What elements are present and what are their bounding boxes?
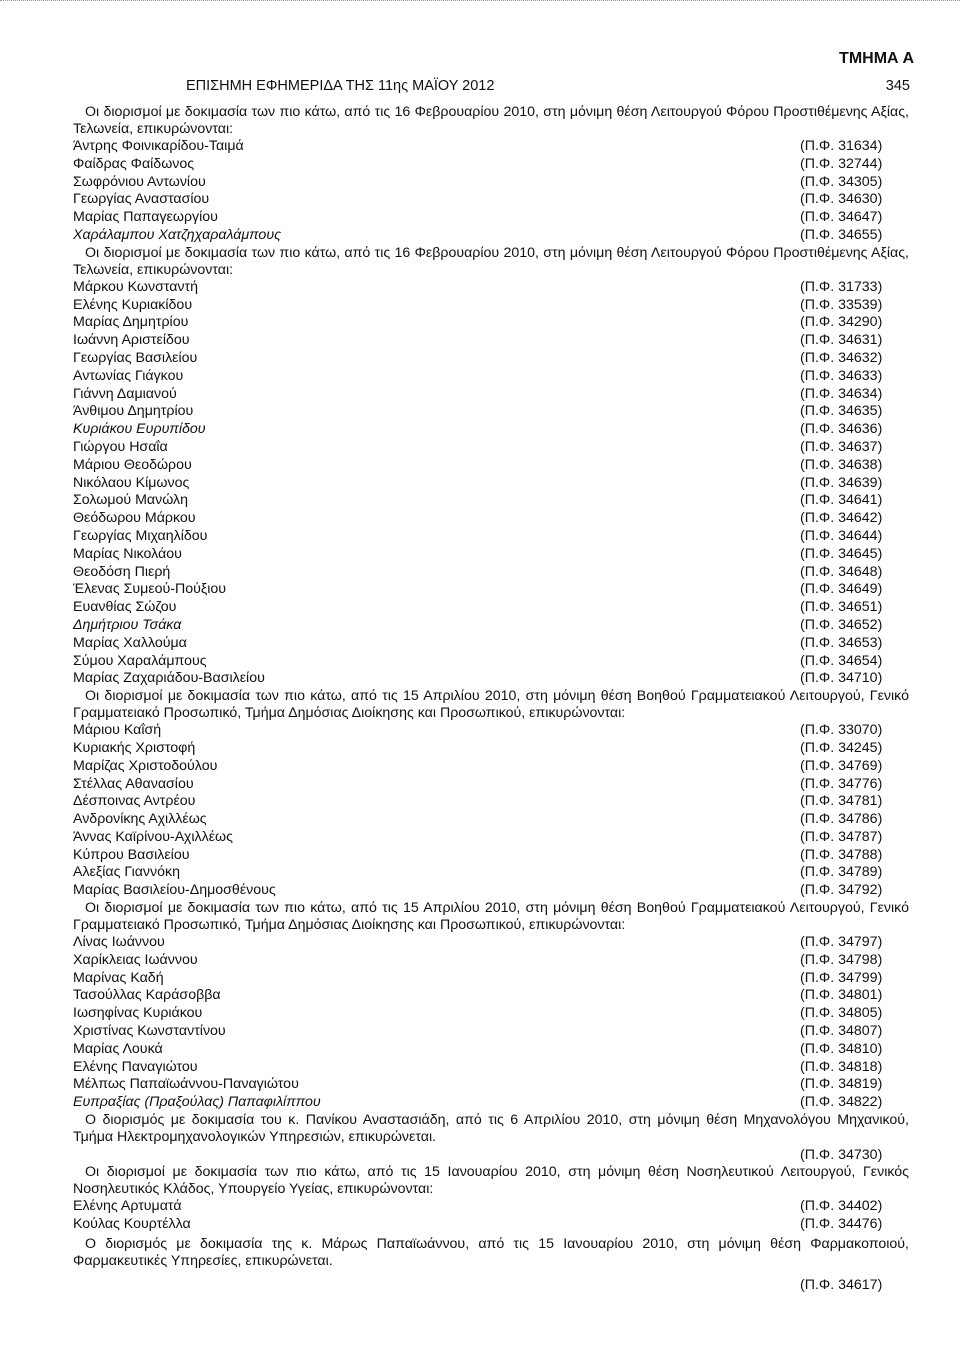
appointee-name: Γιάννη Δαμιανού bbox=[73, 385, 177, 402]
appointee-name: Γεωργίας Βασιλείου bbox=[73, 349, 198, 366]
single-appointment-2: Ο διορισμός με δοκιμασία της κ. Μάρως Παπαϊωάννου, από τις 15 Ιανουαρίου 2010, στη μόνιμη θέση Φαρμακοποιού, Φαρμακευτικές Υπηρεσίες, επικυρώνεται. bbox=[73, 1235, 909, 1269]
appointee-name: Λίνας Ιωάννου bbox=[73, 934, 165, 951]
personal-file-number: (Π.Φ. 34792) bbox=[800, 882, 883, 899]
appointee-row bbox=[73, 811, 909, 829]
appointee-name: Μαρίας Παπαγεωργίου bbox=[73, 209, 218, 226]
appointee-name: Θεόδωρου Μάρκου bbox=[73, 510, 196, 527]
appointee-row bbox=[73, 528, 909, 546]
appointee-row bbox=[73, 564, 909, 582]
appointee-row bbox=[73, 386, 909, 404]
personal-file-number: (Π.Φ. 34807) bbox=[800, 1023, 883, 1040]
appointee-row bbox=[73, 546, 909, 564]
single-appointment-1: Ο διορισμός με δοκιμασία του κ. Πανίκου Αναστασιάδη, από τις 6 Απριλίου 2010, στη μόνιμη θέση Μηχανολόγου Μηχανικού, Τμήμα Ηλεκτρομηχανολογικών Υπηρεσιών, επικυρώνεται. bbox=[73, 1112, 909, 1146]
appointee-name: Έλενας Συμεού-Πούξιου bbox=[73, 581, 227, 598]
personal-file-number: (Π.Φ. 34637) bbox=[800, 438, 883, 455]
appointee-row bbox=[73, 847, 909, 865]
personal-file-number: (Π.Φ. 34799) bbox=[800, 969, 883, 986]
appointee-row bbox=[73, 368, 909, 386]
appointee-name: Άνθιμου Δημητρίου bbox=[73, 403, 194, 420]
appointee-name: Μαρίας Ζαχαριάδου-Βασιλείου bbox=[73, 670, 265, 687]
appointee-row bbox=[73, 581, 909, 599]
appointee-row bbox=[73, 617, 909, 635]
appointee-row bbox=[73, 740, 909, 758]
appointee-row bbox=[73, 1041, 909, 1059]
personal-file-number: (Π.Φ. 34634) bbox=[800, 385, 883, 402]
appointee-name: Ιωσηφίνας Κυριάκου bbox=[73, 1005, 203, 1022]
personal-file-number: (Π.Φ. 34786) bbox=[800, 811, 883, 828]
page-header bbox=[0, 78, 960, 96]
appointee-name: Νικόλαου Κίμωνος bbox=[73, 474, 190, 491]
personal-file-number: (Π.Φ. 34798) bbox=[800, 951, 883, 968]
appointee-name: Μέλπως Παπαϊωάννου-Παναγιώτου bbox=[73, 1076, 299, 1093]
appointee-row bbox=[73, 492, 909, 510]
appointee-row bbox=[73, 670, 909, 688]
appointee-name: Σολωμού Μανώλη bbox=[73, 492, 189, 509]
appointee-row bbox=[73, 279, 909, 297]
appointee-row bbox=[73, 191, 909, 209]
personal-file-number: (Π.Φ. 34617) bbox=[800, 1276, 883, 1293]
appointee-row bbox=[73, 439, 909, 457]
personal-file-number: (Π.Φ. 34810) bbox=[800, 1040, 883, 1057]
personal-file-number: (Π.Φ. 34402) bbox=[800, 1198, 883, 1215]
personal-file-number: (Π.Φ. 34630) bbox=[800, 191, 883, 208]
appointee-row bbox=[73, 421, 909, 439]
appointee-row bbox=[73, 227, 909, 245]
appointee-name: Ιωάννη Αριστείδου bbox=[73, 332, 190, 349]
appointee-name: Κυριακής Χριστοφή bbox=[73, 739, 196, 756]
personal-file-number: (Π.Φ. 34631) bbox=[800, 332, 883, 349]
appointee-name: Ελένης Παναγιώτου bbox=[73, 1058, 198, 1075]
appointee-name: Θεοδόση Πιερή bbox=[73, 563, 171, 580]
appointee-name: Άντρης Φοινικαρίδου-Ταιμά bbox=[73, 138, 244, 154]
appointee-name: Κύπρου Βασιλείου bbox=[73, 846, 190, 863]
document-body bbox=[73, 104, 909, 1294]
appointee-name: Μάρκου Κωνσταντή bbox=[73, 278, 199, 295]
appointee-name: Μαρίας Νικολάου bbox=[73, 545, 182, 562]
appointee-name: Ευπραξίας (Πραξούλας) Παπαφιλίππου bbox=[73, 1094, 321, 1111]
personal-file-number: (Π.Φ. 33070) bbox=[800, 722, 883, 739]
appointee-name: Γεωργίας Μιχαηλίδου bbox=[73, 527, 208, 544]
personal-file-number: (Π.Φ. 34632) bbox=[800, 349, 883, 366]
block-intro: Οι διορισμοί με δοκιμασία των πιο κάτω, από τις 15 Απριλίου 2010, στη μόνιμη θέση Βοηθού Γραμματειακού Λειτουργού, Γενικό Γραμματειακό Προσωπικό, Τμήμα Δημόσιας Διοίκησης και Προσωπικού, επικυρώνονται: bbox=[73, 688, 909, 722]
personal-file-number: (Π.Φ. 34801) bbox=[800, 987, 883, 1004]
block-5-intro: Οι διορισμοί με δοκιμασία των πιο κάτω, από τις 15 Ιανουαρίου 2010, στη μόνιμη θέση Νοσηλευτικού Λειτουργού, Γενικός Νοσηλευτικός Κλάδος, Υπουργείο Υγείας, επικυρώνονται: bbox=[73, 1164, 909, 1198]
appointee-row bbox=[73, 297, 909, 315]
appointee-row bbox=[73, 138, 909, 156]
appointee-row bbox=[73, 653, 909, 671]
personal-file-number: (Π.Φ. 34788) bbox=[800, 846, 883, 863]
appointee-row bbox=[73, 934, 909, 952]
appointee-name: Μαρίνας Καδή bbox=[73, 969, 164, 986]
appointee-name: Δέσποινας Αντρέου bbox=[73, 793, 196, 810]
appointee-row bbox=[73, 209, 909, 227]
appointee-name: Μαρίζας Χριστοδούλου bbox=[73, 757, 218, 774]
appointee-name: Τασούλλας Καράσοββα bbox=[73, 987, 221, 1004]
personal-file-number: (Π.Φ. 34710) bbox=[800, 670, 883, 687]
personal-file-number: (Π.Φ. 33539) bbox=[800, 296, 883, 313]
personal-file-number: (Π.Φ. 34818) bbox=[800, 1058, 883, 1075]
appointee-name: Κούλας Κουρτέλλα bbox=[73, 1215, 191, 1232]
personal-file-number: (Π.Φ. 32744) bbox=[800, 155, 883, 172]
personal-file-number: (Π.Φ. 34638) bbox=[800, 456, 883, 473]
block-intro: Οι διορισμοί με δοκιμασία των πιο κάτω, από τις 16 Φεβρουαρίου 2010, στη μόνιμη θέση Λειτουργού Φόρου Προστιθέμενης Αξίας, Τελωνεία, επικυρώνονται: bbox=[73, 244, 909, 278]
section-label: ΤΜΗΜΑ Α bbox=[839, 50, 914, 67]
personal-file-number: (Π.Φ. 34789) bbox=[800, 864, 883, 881]
appointment-blocks bbox=[73, 104, 909, 1112]
appointee-name: Σύμου Χαραλάμπους bbox=[73, 652, 207, 669]
appointee-row bbox=[73, 314, 909, 332]
appointee-row bbox=[73, 156, 909, 174]
personal-file-number: (Π.Φ. 34636) bbox=[800, 421, 883, 438]
scan-edge bbox=[0, 0, 960, 9]
appointee-name: Σωφρόνιου Αντωνίου bbox=[73, 173, 206, 190]
personal-file-number: (Π.Φ. 34649) bbox=[800, 581, 883, 598]
appointee-row bbox=[73, 987, 909, 1005]
appointee-name: Μαρίας Λουκά bbox=[73, 1040, 163, 1057]
block-intro: Οι διορισμοί με δοκιμασία των πιο κάτω, από τις 15 Απριλίου 2010, στη μόνιμη θέση Βοηθού Γραμματειακού Λειτουργού, Γενικό Γραμματειακό Προσωπικό, Τμήμα Δημόσιας Διοίκησης και Προσωπικού, επικυρώνονται: bbox=[73, 900, 909, 934]
appointee-row bbox=[73, 510, 909, 528]
appointee-name: Μάριου Καΐσή bbox=[73, 722, 162, 739]
appointee-name: Ελένης Κυριακίδου bbox=[73, 296, 193, 313]
appointee-name: Ευανθίας Σώζου bbox=[73, 599, 177, 616]
appointee-name: Ελένης Αρτυματά bbox=[73, 1198, 182, 1215]
appointee-row bbox=[73, 758, 909, 776]
personal-file-number: (Π.Φ. 34651) bbox=[800, 599, 883, 616]
appointee-name: Δημήτριου Τσάκα bbox=[73, 616, 182, 633]
appointee-name: Αλεξίας Γιαννόκη bbox=[73, 864, 180, 881]
appointee-row bbox=[73, 635, 909, 653]
appointee-row bbox=[73, 882, 909, 900]
personal-file-number: (Π.Φ. 34647) bbox=[800, 209, 883, 226]
personal-file-number: (Π.Φ. 34648) bbox=[800, 563, 883, 580]
appointee-row bbox=[73, 475, 909, 493]
appointee-name: Ανδρονίκης Αχιλλέως bbox=[73, 811, 207, 828]
appointee-row bbox=[73, 1198, 909, 1216]
appointee-name: Χριστίνας Κωνσταντίνου bbox=[73, 1023, 226, 1040]
personal-file-number: (Π.Φ. 34633) bbox=[800, 367, 883, 384]
appointee-name: Μαρίας Χαλλούμα bbox=[73, 634, 187, 651]
personal-file-number: (Π.Φ. 34652) bbox=[800, 616, 883, 633]
appointee-row bbox=[73, 1005, 909, 1023]
appointee-name: Μάριου Θεοδώρου bbox=[73, 456, 192, 473]
personal-file-number: (Π.Φ. 31733) bbox=[800, 278, 883, 295]
appointee-name: Μαρίας Βασιλείου-Δημοσθένους bbox=[73, 882, 276, 899]
appointee-row bbox=[73, 350, 909, 368]
appointee-name: Χαράλαμπου Χατζηχαραλάμπους bbox=[73, 226, 282, 243]
personal-file-number: (Π.Φ. 34476) bbox=[800, 1215, 883, 1232]
personal-file-number: (Π.Φ. 34822) bbox=[800, 1094, 883, 1111]
personal-file-number: (Π.Φ. 34635) bbox=[800, 403, 883, 420]
appointee-row bbox=[73, 952, 909, 970]
appointee-row bbox=[73, 403, 909, 421]
appointee-row bbox=[73, 174, 909, 192]
personal-file-number: (Π.Φ. 34730) bbox=[800, 1147, 883, 1164]
appointee-row bbox=[73, 776, 909, 794]
appointee-name: Αντωνίας Γιάγκου bbox=[73, 367, 184, 384]
appointee-name: Μαρίας Δημητρίου bbox=[73, 314, 189, 331]
personal-file-number: (Π.Φ. 34819) bbox=[800, 1076, 883, 1093]
appointee-row bbox=[73, 457, 909, 475]
personal-file-number: (Π.Φ. 34641) bbox=[800, 492, 883, 509]
page-number: 345 bbox=[885, 78, 910, 94]
block-5-list bbox=[73, 1198, 909, 1234]
appointee-row bbox=[73, 1076, 909, 1094]
personal-file-number: (Π.Φ. 34645) bbox=[800, 545, 883, 562]
appointee-name: Γιώργου Ησαΐα bbox=[73, 438, 168, 455]
personal-file-number: (Π.Φ. 34776) bbox=[800, 775, 883, 792]
personal-file-number: (Π.Φ. 34769) bbox=[800, 757, 883, 774]
appointee-row bbox=[73, 722, 909, 740]
personal-file-number: (Π.Φ. 34805) bbox=[800, 1005, 883, 1022]
personal-file-number: (Π.Φ. 34639) bbox=[800, 474, 883, 491]
personal-file-number: (Π.Φ. 34642) bbox=[800, 510, 883, 527]
single-appointment-1-code-row bbox=[73, 1146, 909, 1164]
appointee-row bbox=[73, 1216, 909, 1234]
personal-file-number: (Π.Φ. 34644) bbox=[800, 527, 883, 544]
personal-file-number: (Π.Φ. 34245) bbox=[800, 739, 883, 756]
personal-file-number: (Π.Φ. 34787) bbox=[800, 828, 883, 845]
appointee-row bbox=[73, 829, 909, 847]
gazette-title: ΕΠΙΣΗΜΗ ΕΦΗΜΕΡΙΔΑ ΤΗΣ 11ης ΜΑΪΟΥ 2012 bbox=[186, 78, 495, 94]
single-appointment-2-code-row bbox=[73, 1276, 909, 1294]
appointee-row bbox=[73, 1023, 909, 1041]
appointee-name: Χαρίκλειας Ιωάννου bbox=[73, 951, 198, 968]
appointee-name: Κυριάκου Ευρυπίδου bbox=[73, 421, 206, 438]
personal-file-number: (Π.Φ. 34305) bbox=[800, 173, 883, 190]
personal-file-number: (Π.Φ. 34654) bbox=[800, 652, 883, 669]
personal-file-number: (Π.Φ. 34653) bbox=[800, 634, 883, 651]
personal-file-number: (Π.Φ. 34781) bbox=[800, 793, 883, 810]
block-intro: Οι διορισμοί με δοκιμασία των πιο κάτω, από τις 16 Φεβρουαρίου 2010, στη μόνιμη θέση Λειτουργού Φόρου Προστιθέμενης Αξίας, Τελωνεία, επικυρώνονται: bbox=[73, 104, 909, 137]
appointee-row bbox=[73, 970, 909, 988]
appointee-row bbox=[73, 1094, 909, 1112]
appointee-name: Γεωργίας Αναστασίου bbox=[73, 191, 210, 208]
personal-file-number: (Π.Φ. 34290) bbox=[800, 314, 883, 331]
personal-file-number: (Π.Φ. 34797) bbox=[800, 934, 883, 951]
personal-file-number: (Π.Φ. 34655) bbox=[800, 226, 883, 243]
personal-file-number: (Π.Φ. 31634) bbox=[800, 138, 883, 154]
appointee-row bbox=[73, 864, 909, 882]
appointee-row bbox=[73, 599, 909, 617]
appointee-row bbox=[73, 1059, 909, 1077]
appointee-row bbox=[73, 332, 909, 350]
appointee-name: Στέλλας Αθανασίου bbox=[73, 775, 194, 792]
appointee-name: Φαίδρας Φαίδωνος bbox=[73, 155, 195, 172]
appointee-name: Άννας Καϊρίνου-Αχιλλέως bbox=[73, 828, 233, 845]
appointee-row bbox=[73, 793, 909, 811]
